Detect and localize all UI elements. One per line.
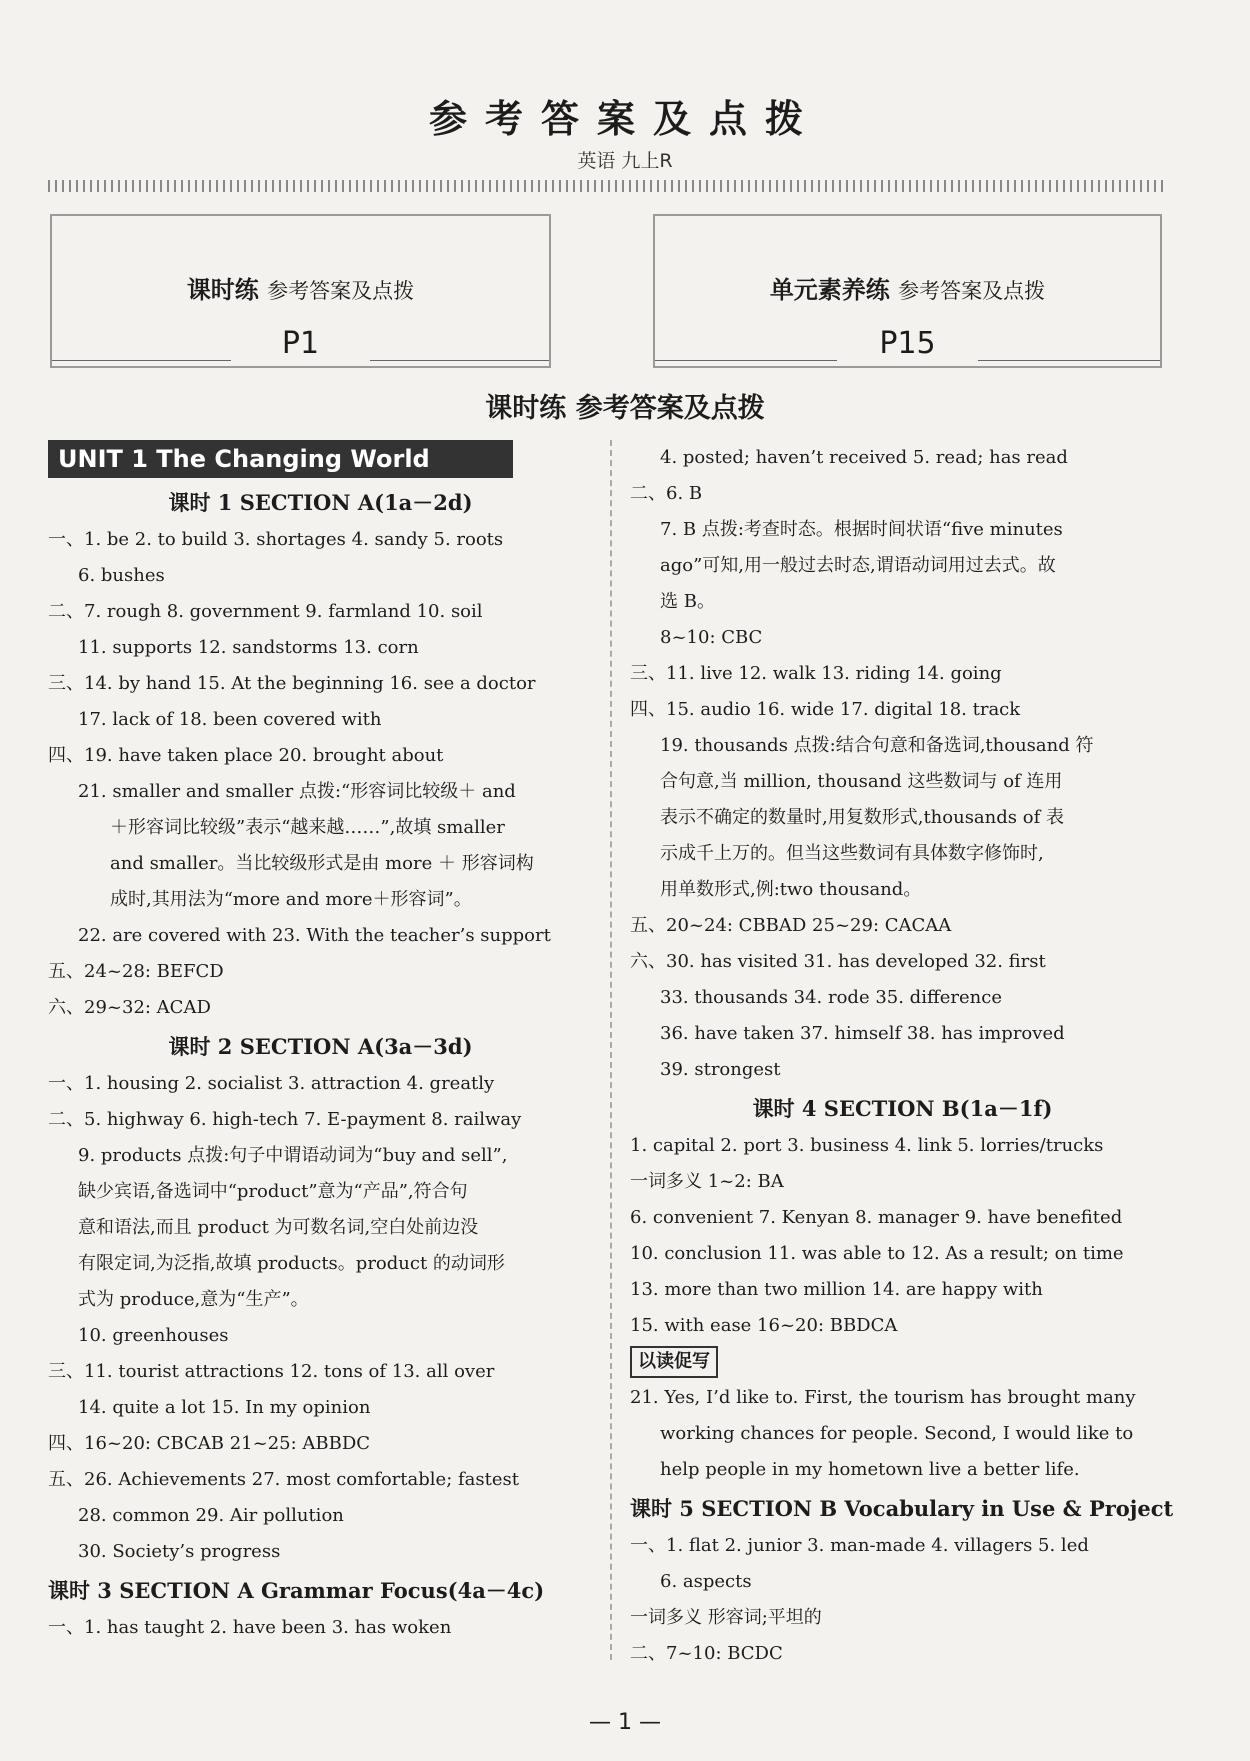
answer-line: 一、1. housing 2. socialist 3. attraction 4. greatly	[48, 1073, 495, 1094]
answer-line: 10. conclusion 11. was able to 12. As a result; on time	[630, 1243, 1124, 1264]
answer-line: 四、15. audio 16. wide 17. digital 18. track	[630, 699, 1021, 720]
answer-line: 1. capital 2. port 3. business 4. link 5. lorries/trucks	[630, 1135, 1104, 1156]
answer-line: 4. posted; haven’t received 5. read; has read	[660, 447, 1068, 468]
unit-title-bar: UNIT 1 The Changing World	[48, 440, 513, 478]
nav-box-lesson-practice[interactable]	[50, 214, 551, 368]
lesson-heading: 课时 2 SECTION A(3a－3d)	[168, 1034, 473, 1059]
answer-line: 10. greenhouses	[78, 1325, 229, 1346]
answer-line: 8~10: CBC	[660, 627, 763, 648]
nav-box-sub-label: 参考答案及点拨	[898, 279, 1046, 303]
answer-line: 13. more than two million 14. are happy with	[630, 1279, 1043, 1300]
answer-line: 33. thousands 34. rode 35. difference	[660, 987, 1002, 1008]
answer-line: 五、20~24: CBBAD 25~29: CACAA	[630, 915, 952, 936]
answer-line: 二、6. B	[630, 483, 703, 504]
answer-line: 意和语法,而且 product 为可数名词,空白处前边没	[78, 1217, 479, 1238]
answer-line: 一、1. be 2. to build 3. shortages 4. sandy 5. roots	[48, 529, 504, 550]
answer-line: 式为 produce,意为“生产”。	[78, 1289, 309, 1310]
answer-line: 9. products 点拨:句子中谓语动词为“buy and sell”,	[78, 1145, 508, 1166]
answer-line: 二、7. rough 8. government 9. farmland 10. soil	[48, 601, 483, 622]
left-answer-lines	[48, 486, 593, 1646]
answer-line: 28. common 29. Air pollution	[78, 1505, 344, 1526]
answer-line: ago”可知,用一般过去时态,谓语动词用过去式。故	[660, 555, 1056, 576]
nav-box-main-label: 课时练	[186, 276, 259, 304]
section-title: 课时练 参考答案及点拨	[485, 393, 765, 424]
page-title: 参考答案及点拨	[428, 97, 821, 141]
answer-line: 21. smaller and smaller 点拨:“形容词比较级＋ and	[78, 781, 516, 802]
answer-line: 六、30. has visited 31. has developed 32. first	[630, 951, 1046, 972]
page-subtitle: 英语 九上R	[577, 150, 673, 172]
nav-box-sub-label: 参考答案及点拨	[267, 279, 415, 303]
answer-line: 一、1. has taught 2. have been 3. has woken	[48, 1617, 452, 1638]
answer-line: 一词多义 形容词;平坦的	[630, 1607, 822, 1628]
nav-box-title	[52, 270, 549, 305]
answer-line: 17. lack of 18. been covered with	[78, 709, 382, 730]
answer-line: 36. have taken 37. himself 38. has improved	[660, 1023, 1065, 1044]
answer-line: help people in my hometown live a better life.	[660, 1459, 1080, 1480]
answer-line: 39. strongest	[660, 1059, 781, 1080]
nav-box-main-label: 单元素养练	[769, 276, 890, 304]
answer-line: 6. aspects	[660, 1571, 752, 1592]
answer-line: 30. Society’s progress	[78, 1541, 281, 1562]
lesson-heading: 课时 3 SECTION A Grammar Focus(4a－4c)	[48, 1578, 545, 1603]
read-to-write-label: 以读促写	[630, 1346, 718, 1378]
nav-box-page: P15	[655, 326, 1160, 361]
answer-line: 用单数形式,例:two thousand。	[660, 879, 922, 900]
answer-line: 表示不确定的数量时,用复数形式,thousands of 表	[660, 807, 1064, 828]
page-number: — 1 —	[589, 1710, 661, 1735]
answer-line: 11. supports 12. sandstorms 13. corn	[78, 637, 419, 658]
right-answer-lines	[630, 440, 1175, 1672]
answer-line: 三、11. tourist attractions 12. tons of 13. all over	[48, 1361, 495, 1382]
nav-box-page: P1	[52, 326, 549, 361]
column-divider	[610, 440, 612, 1660]
left-column	[48, 440, 593, 1646]
answer-line: 二、5. highway 6. high-tech 7. E-payment 8. railway	[48, 1109, 522, 1130]
answer-line: 有限定词,为泛指,故填 products。product 的动词形	[78, 1253, 505, 1274]
answer-line: 示成千上万的。但当这些数词有具体数字修饰时,	[660, 843, 1044, 864]
decorative-tick-rule	[48, 180, 1163, 192]
answer-line: 三、14. by hand 15. At the beginning 16. see a doctor	[48, 673, 536, 694]
answer-line: 一词多义 1~2: BA	[630, 1171, 784, 1192]
answer-line: working chances for people. Second, I would like to	[660, 1423, 1134, 1444]
answer-line: 五、26. Achievements 27. most comfortable; fastest	[48, 1469, 519, 1490]
answer-line: ＋形容词比较级”表示“越来越……”,故填 smaller	[110, 817, 505, 838]
answer-line: 二、7~10: BCDC	[630, 1643, 783, 1664]
answer-line: 22. are covered with 23. With the teacher’s support	[78, 925, 551, 946]
answer-line: 21. Yes, I’d like to. First, the tourism has brought many	[630, 1387, 1136, 1408]
answer-line: 一、1. flat 2. junior 3. man-made 4. villagers 5. led	[630, 1535, 1089, 1556]
nav-box-title	[655, 270, 1160, 305]
answer-line: 选 B。	[660, 591, 715, 612]
label-line	[630, 1344, 1175, 1380]
answer-line: 合句意,当 million, thousand 这些数词与 of 连用	[660, 771, 1063, 792]
answer-line: 6. convenient 7. Kenyan 8. manager 9. have benefited	[630, 1207, 1123, 1228]
answer-line: 14. quite a lot 15. In my opinion	[78, 1397, 371, 1418]
answer-line: 6. bushes	[78, 565, 165, 586]
answer-line: 成时,其用法为“more and more＋形容词”。	[110, 889, 472, 910]
nav-box-unit-practice[interactable]	[653, 214, 1162, 368]
answer-line: 五、24~28: BEFCD	[48, 961, 224, 982]
right-column	[630, 440, 1175, 1672]
answer-line: 15. with ease 16~20: BBDCA	[630, 1315, 898, 1336]
answer-line: 四、19. have taken place 20. brought about	[48, 745, 444, 766]
lesson-heading: 课时 4 SECTION B(1a－1f)	[752, 1096, 1053, 1121]
answer-line: and smaller。当比较级形式是由 more ＋ 形容词构	[110, 853, 534, 874]
lesson-heading: 课时 5 SECTION B Vocabulary in Use & Project	[630, 1496, 1174, 1521]
answer-line: 19. thousands 点拨:结合句意和备选词,thousand 符	[660, 735, 1094, 756]
answer-line: 六、29~32: ACAD	[48, 997, 211, 1018]
answer-line: 三、11. live 12. walk 13. riding 14. going	[630, 663, 1002, 684]
answer-line: 四、16~20: CBCAB 21~25: ABBDC	[48, 1433, 371, 1454]
lesson-heading: 课时 1 SECTION A(1a－2d)	[168, 490, 473, 515]
answer-line: 7. B 点拨:考查时态。根据时间状语“five minutes	[660, 519, 1063, 540]
answer-line: 缺少宾语,备选词中“product”意为“产品”,符合句	[78, 1181, 468, 1202]
